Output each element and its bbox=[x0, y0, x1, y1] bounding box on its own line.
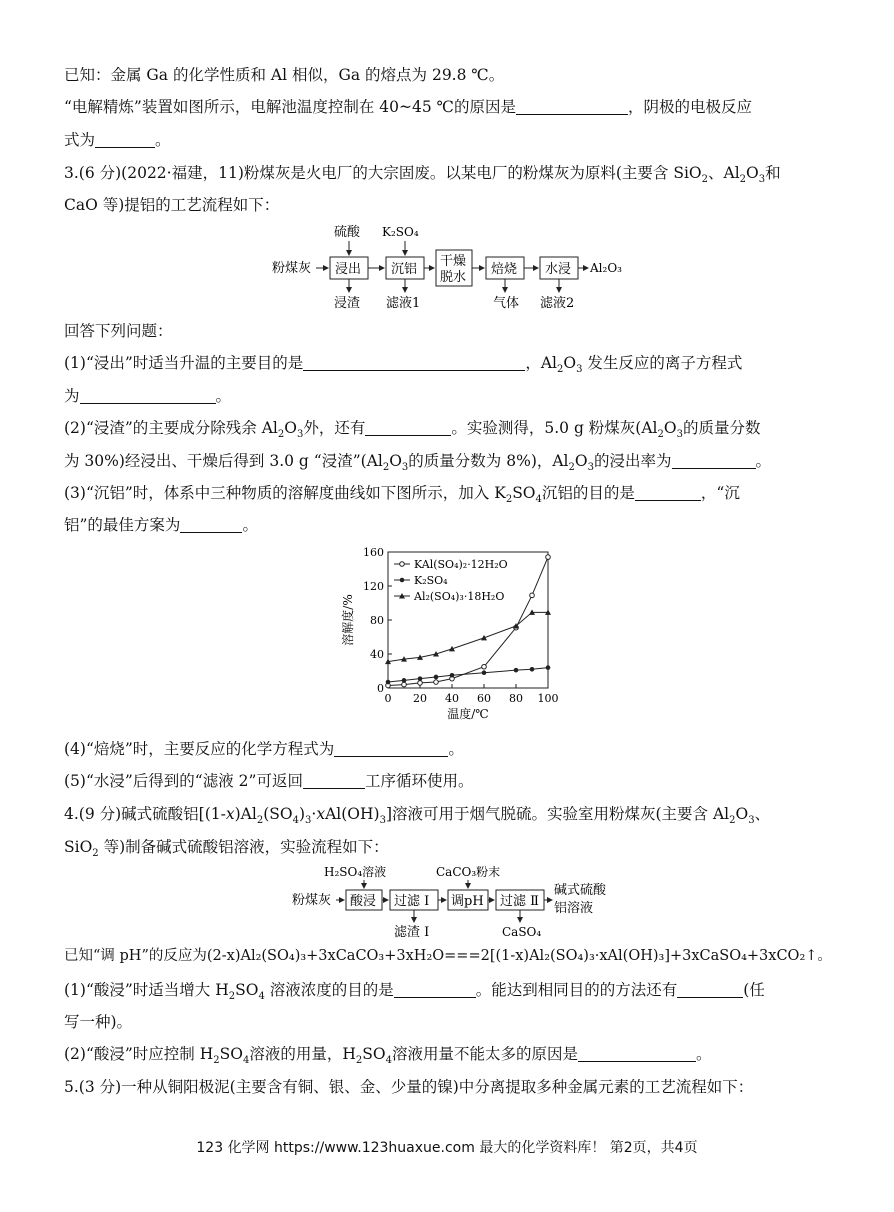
y-tick-label: 80 bbox=[370, 614, 384, 627]
text: O bbox=[663, 419, 677, 437]
text: )Al bbox=[234, 805, 257, 823]
data-point bbox=[400, 578, 405, 583]
flow1-output-gas: 气体 bbox=[493, 296, 520, 311]
answer-prompt bbox=[64, 320, 173, 342]
text: 5.(3 分)一种从铜阳极泥(主要含有铜、银、金、少量的镍)中分离提取多种金属元素的工艺流程如下： bbox=[64, 1078, 754, 1096]
legend-label: K₂SO₄ bbox=[414, 574, 448, 587]
text: 。 bbox=[448, 740, 464, 758]
question-3-title-2 bbox=[64, 194, 279, 216]
known-ga-line bbox=[64, 64, 504, 86]
text: 工序循环使用。 bbox=[364, 772, 474, 790]
text: O bbox=[563, 354, 577, 372]
series-line bbox=[388, 668, 548, 682]
equation: 已知“调 pH”的反应为(2-x)Al₂(SO₄)₃+3xCaCO₃+3xH₂O===2[(1-x)Al₂(SO₄)₃·xAl(OH)₃]+3xCaSO₄+3xCO₂↑。 bbox=[64, 948, 832, 964]
text: ，“沉 bbox=[700, 484, 740, 502]
answer-blank[interactable] bbox=[365, 419, 451, 436]
text: 铝”的最佳方案为 bbox=[64, 516, 181, 534]
text: SO bbox=[219, 1045, 243, 1063]
x-tick-label: 60 bbox=[477, 692, 491, 705]
data-point bbox=[434, 680, 439, 685]
text: 等)制备碱式硫酸铝溶液，实验流程如下： bbox=[98, 838, 389, 856]
part-3: (3)“沉铝”时，体系中三种物质的溶解度曲线如下图所示，加入 $K_2SO_4$沉铝的目的是 ，“沉 bbox=[64, 484, 740, 506]
text: (任 bbox=[743, 981, 765, 999]
text: 沉铝的目的是 bbox=[541, 484, 635, 502]
answer-blank[interactable] bbox=[80, 387, 216, 404]
flow2-start: 粉煤灰 bbox=[292, 893, 332, 908]
flow2-product-line2: 铝溶液 bbox=[554, 901, 594, 916]
question-4-title: 4.(9 分)碱式硫酸铝$[(1-x)Al_2(SO_4)_3\cdot xAl(OH)_3]$溶液可用于烟气脱硫。实验室用粉煤灰(主要含 $Al_2O_3$、 bbox=[64, 805, 771, 827]
flow2-output-residue-1: 滤渣 Ⅰ bbox=[394, 925, 430, 940]
data-point bbox=[418, 681, 423, 686]
text: 。 bbox=[215, 387, 232, 405]
answer-blank[interactable] bbox=[394, 981, 476, 998]
text: (5)“水浸”后得到的“滤液 2”可返回 bbox=[64, 772, 303, 790]
data-point bbox=[450, 673, 455, 678]
data-point bbox=[546, 555, 551, 560]
text: (4)“焙烧”时，主要反应的化学方程式为 bbox=[64, 740, 335, 758]
y-axis-label: 溶解度/% bbox=[341, 594, 355, 646]
text: 、 bbox=[754, 805, 771, 823]
text: 4.(9 分)碱式硫酸铝[(1- bbox=[64, 805, 226, 823]
flow1-box-dry: 干燥 bbox=[440, 254, 467, 269]
flow1-input-acid: 硫酸 bbox=[334, 225, 361, 240]
text: CaO 等)提铝的工艺流程如下： bbox=[64, 196, 280, 214]
text: ，Al bbox=[525, 354, 557, 372]
part-2-b: 为 30%)经浸出、干燥后得到 3.0 g “浸渣$”(Al_2O_3$的质量分数为 8%)，$Al_2O_3$的浸出率为 。 bbox=[64, 452, 772, 474]
part-5 bbox=[64, 770, 473, 792]
q4-part-2: (2)“酸浸”时应控制 $H_2SO_4$溶液的用量，$H_2SO_4$溶液用量不能太多的原因是 。 bbox=[64, 1045, 712, 1067]
text: “电解精炼”装置如图所示，电解池温度控制在 40~45 ℃的原因是 bbox=[64, 98, 516, 116]
flow1-output-residue: 浸渣 bbox=[334, 296, 361, 311]
text: ) bbox=[298, 805, 306, 823]
solubility-chart bbox=[330, 540, 560, 730]
text: 。实验测得，5.0 g 粉煤灰(Al bbox=[451, 419, 658, 437]
text: 已知：金属 Ga 的化学性质和 Al 相似，Ga 的熔点为 29.8 ℃。 bbox=[64, 66, 505, 84]
text: 。 bbox=[695, 1045, 712, 1063]
text: (2)“酸浸”时应控制 H bbox=[64, 1045, 214, 1063]
flow1-box-precipitate: 沉铝 bbox=[391, 262, 418, 277]
x-tick-label: 20 bbox=[413, 692, 427, 705]
text: O bbox=[389, 452, 402, 470]
answer-blank[interactable] bbox=[334, 740, 448, 757]
text: 、Al bbox=[708, 164, 740, 182]
x-axis-label: 温度/℃ bbox=[447, 707, 489, 721]
text: SO bbox=[235, 981, 259, 999]
answer-blank[interactable] bbox=[578, 1045, 696, 1062]
flow1-box-leach: 浸出 bbox=[335, 262, 362, 277]
data-point bbox=[530, 593, 535, 598]
answer-blank[interactable] bbox=[303, 354, 525, 371]
flow1-box-roast: 焙烧 bbox=[491, 262, 518, 277]
data-point bbox=[546, 665, 551, 670]
flow1-box-dehydrate: 脱水 bbox=[440, 270, 467, 285]
text: 回答下列问题： bbox=[64, 322, 173, 340]
text: (3)“沉铝”时，体系中三种物质的溶解度曲线如下图所示，加入 K bbox=[64, 484, 506, 502]
flow2-box-filter-2: 过滤 Ⅱ bbox=[500, 894, 539, 909]
text: · bbox=[311, 805, 317, 823]
q4-part-1: (1)“酸浸”时适当增大 $H_2SO_4$ 溶液浓度的目的是 。能达到相同目的的方法还有 (任 bbox=[64, 981, 765, 1003]
var-x: x bbox=[316, 805, 326, 823]
flow1-output-filtrate2: 滤液2 bbox=[540, 296, 575, 311]
flow2-output-caso4: CaSO₄ bbox=[502, 925, 542, 939]
text: SiO bbox=[64, 838, 93, 856]
answer-blank[interactable] bbox=[303, 772, 365, 789]
legend-label: KAl(SO₄)₂·12H₂O bbox=[414, 558, 508, 571]
text: ，阴极的电极反应 bbox=[627, 98, 752, 116]
part-1: (1)“浸出”时适当升温的主要目的是 ，$Al_2O_3$ 发生反应的离子方程式 bbox=[64, 354, 743, 376]
text: SO bbox=[512, 484, 536, 502]
text: 。 bbox=[755, 452, 772, 470]
question-3-title: 3.(6 分)(2022·福建，11)粉煤灰是火电厂的大宗固废。以某电厂的粉煤灰为原料(主要含 SiO$_2$、$Al_2O_3$和 bbox=[64, 164, 781, 186]
answer-blank[interactable] bbox=[677, 981, 743, 998]
text: 溶液用量不能太多的原因是 bbox=[391, 1045, 578, 1063]
answer-blank[interactable] bbox=[180, 516, 242, 533]
answer-blank[interactable] bbox=[635, 484, 701, 501]
flow2-input-caco3: CaCO₃粉末 bbox=[436, 865, 501, 879]
page-footer: 123 化学网 https://www.123huaxue.com 最大的化学资料库！ 第2页，共4页 bbox=[196, 1140, 698, 1156]
electrolysis-line-2 bbox=[64, 129, 171, 151]
data-point bbox=[482, 664, 487, 669]
text: 3.(6 分)(2022·福建，11)粉煤灰是火电厂的大宗固废。以某电厂的粉煤灰为原料(主要含 SiO bbox=[64, 164, 702, 182]
y-tick-label: 120 bbox=[363, 580, 384, 593]
text: 溶液浓度的目的是 bbox=[264, 981, 394, 999]
data-point bbox=[386, 680, 391, 685]
ph-equation-line bbox=[64, 945, 832, 967]
text: 式为 bbox=[64, 131, 96, 149]
text: 。 bbox=[155, 131, 171, 149]
text: 发生反应的离子方程式 bbox=[582, 354, 743, 372]
flow2-box-adjust-ph: 调pH bbox=[451, 894, 484, 909]
text: 外，还有 bbox=[303, 419, 366, 437]
flow2-box-acid-leach: 酸浸 bbox=[350, 894, 377, 909]
text: Al(OH) bbox=[325, 805, 380, 823]
var-x: x bbox=[225, 805, 235, 823]
part-4 bbox=[64, 738, 464, 760]
data-point bbox=[530, 667, 535, 672]
series-line bbox=[388, 557, 548, 685]
y-tick-label: 160 bbox=[363, 546, 384, 559]
text: O bbox=[574, 452, 588, 470]
text: SO bbox=[362, 1045, 386, 1063]
flow1-input-k2so4: K₂SO₄ bbox=[382, 225, 419, 239]
question-5-title bbox=[64, 1076, 753, 1098]
text: 为 bbox=[64, 387, 80, 405]
flow2-box-filter-1: 过滤 Ⅰ bbox=[394, 894, 430, 909]
flow-diagram-2 bbox=[290, 862, 620, 942]
text: 写一种)。 bbox=[64, 1013, 133, 1031]
text: 的质量分数 bbox=[682, 419, 761, 437]
x-tick-label: 80 bbox=[509, 692, 523, 705]
data-point bbox=[514, 668, 519, 673]
flow1-product: Al₂O₃ bbox=[590, 261, 622, 275]
text: 。 bbox=[242, 516, 258, 534]
q4-part-1-b bbox=[64, 1011, 132, 1033]
flow2-product-line1: 碱式硫酸 bbox=[554, 883, 607, 898]
answer-blank[interactable] bbox=[672, 452, 756, 469]
text: (1)“酸浸”时适当增大 H bbox=[64, 981, 229, 999]
flow1-start: 粉煤灰 bbox=[272, 261, 312, 276]
data-point bbox=[418, 676, 423, 681]
data-point bbox=[482, 670, 487, 675]
x-tick-label: 100 bbox=[537, 692, 559, 705]
x-tick-label: 40 bbox=[445, 692, 459, 705]
text: O bbox=[735, 805, 749, 823]
y-tick-label: 40 bbox=[370, 648, 384, 661]
text: 溶液的用量，H bbox=[249, 1045, 356, 1063]
flow1-box-water-leach: 水浸 bbox=[545, 262, 572, 277]
flow1-output-filtrate1: 滤液1 bbox=[386, 296, 421, 311]
answer-blank[interactable] bbox=[516, 98, 628, 115]
text: 。能达到相同目的的方法还有 bbox=[475, 981, 678, 999]
flow-diagram-1 bbox=[270, 222, 640, 314]
text: 为 30%)经浸出、干燥后得到 3.0 g “浸渣”(Al bbox=[64, 452, 383, 470]
legend-label: Al₂(SO₄)₃·18H₂O bbox=[414, 590, 505, 603]
data-point bbox=[434, 675, 439, 680]
text: (SO bbox=[263, 805, 293, 823]
plot-frame bbox=[388, 552, 548, 688]
text: 的质量分数为 8%)，Al bbox=[408, 452, 569, 470]
part-2: (2)“浸渣”的主要成分除残余 $Al_2O_3$外，还有 。实验测得，5.0 g 粉煤灰($Al_2O_3$的质量分数 bbox=[64, 419, 761, 441]
flow2-input-h2so4: H₂SO₄溶液 bbox=[324, 865, 387, 879]
question-4-title-2: SiO$_2$ 等)制备碱式硫酸铝溶液，实验流程如下： bbox=[64, 838, 389, 860]
text: (2)“浸渣”的主要成分除残余 Al bbox=[64, 419, 278, 437]
series-line bbox=[388, 612, 548, 661]
text: O bbox=[284, 419, 297, 437]
text: ]溶液可用于烟气脱硫。实验室用粉煤灰(主要含 Al bbox=[385, 805, 730, 823]
data-point bbox=[402, 682, 407, 687]
part-1-b bbox=[64, 385, 231, 407]
text: O bbox=[746, 164, 759, 182]
text: (1)“浸出”时适当升温的主要目的是 bbox=[64, 354, 304, 372]
part-3-b bbox=[64, 514, 258, 536]
y-tick-label: 0 bbox=[377, 682, 384, 695]
text: 和 bbox=[765, 164, 781, 182]
text: 的浸出率为 bbox=[593, 452, 672, 470]
answer-blank[interactable] bbox=[95, 131, 155, 148]
data-point bbox=[400, 562, 405, 567]
x-tick-label: 0 bbox=[384, 692, 392, 705]
data-point bbox=[402, 678, 407, 683]
electrolysis-line bbox=[64, 96, 752, 118]
